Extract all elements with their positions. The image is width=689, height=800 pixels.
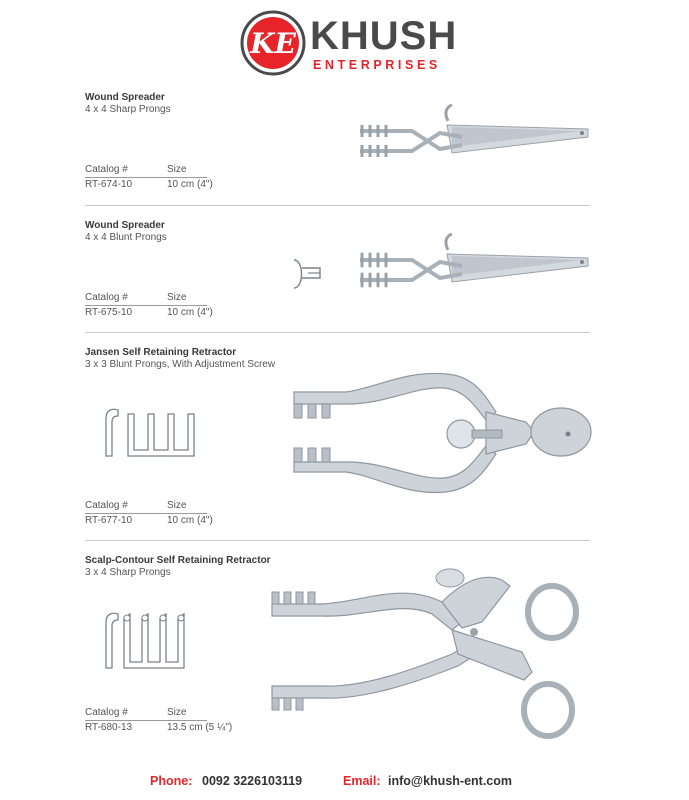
header-underline [85, 305, 207, 306]
brand-subtitle: ENTERPRISES [313, 58, 441, 72]
product-size: 10 cm (4") [167, 307, 213, 318]
catalog-header: Catalog # [85, 164, 128, 175]
catalog-number: RT-674-10 [85, 179, 133, 190]
brand-name: KHUSH [310, 14, 458, 58]
jansen-retractor-image [286, 368, 596, 508]
catalog-number: RT-675-10 [85, 307, 133, 318]
product-title: Wound Spreader [85, 92, 165, 103]
blunt-prong-3x3-diagram-icon [98, 404, 206, 464]
brand-logo [240, 8, 458, 80]
wound-spreader-blunt-image [352, 232, 592, 294]
email-address[interactable]: info@khush-ent.com [388, 774, 512, 788]
section-divider [85, 540, 590, 541]
catalog-number: RT-680-13 [85, 722, 133, 733]
email-label: Email: [343, 774, 381, 788]
section-divider [85, 332, 590, 333]
size-header: Size [167, 707, 187, 718]
product-size: 10 cm (4") [167, 515, 213, 526]
sharp-prong-3x4-diagram-icon [98, 608, 206, 672]
catalog-number: RT-677-10 [85, 515, 133, 526]
scalp-contour-retractor-image [262, 562, 582, 752]
size-header: Size [167, 500, 187, 511]
brand-monogram-icon [240, 10, 306, 76]
wound-spreader-sharp-image [352, 103, 592, 165]
header-underline [85, 513, 207, 514]
header-underline [85, 177, 207, 178]
header-underline [85, 720, 207, 721]
product-description: 3 x 4 Sharp Prongs [85, 567, 171, 578]
catalog-header: Catalog # [85, 292, 128, 303]
phone-number[interactable]: 0092 3226103119 [202, 774, 303, 788]
product-title: Jansen Self Retaining Retractor [85, 347, 237, 358]
blunt-prong-diagram-icon [290, 256, 324, 292]
product-description: 4 x 4 Sharp Prongs [85, 104, 171, 115]
product-description: 4 x 4 Blunt Prongs [85, 232, 167, 243]
product-title: Scalp-Contour Self Retaining Retractor [85, 555, 271, 566]
product-size: 13.5 cm (5 ¼") [167, 722, 233, 733]
product-size: 10 cm (4") [167, 179, 213, 190]
catalog-header: Catalog # [85, 500, 128, 511]
section-divider [85, 205, 590, 206]
phone-label: Phone: [150, 774, 193, 788]
size-header: Size [167, 292, 187, 303]
brand-monogram-text: KE [250, 27, 296, 60]
product-description: 3 x 3 Blunt Prongs, With Adjustment Screw [85, 359, 276, 370]
product-title: Wound Spreader [85, 220, 165, 231]
catalog-header: Catalog # [85, 707, 128, 718]
size-header: Size [167, 164, 187, 175]
